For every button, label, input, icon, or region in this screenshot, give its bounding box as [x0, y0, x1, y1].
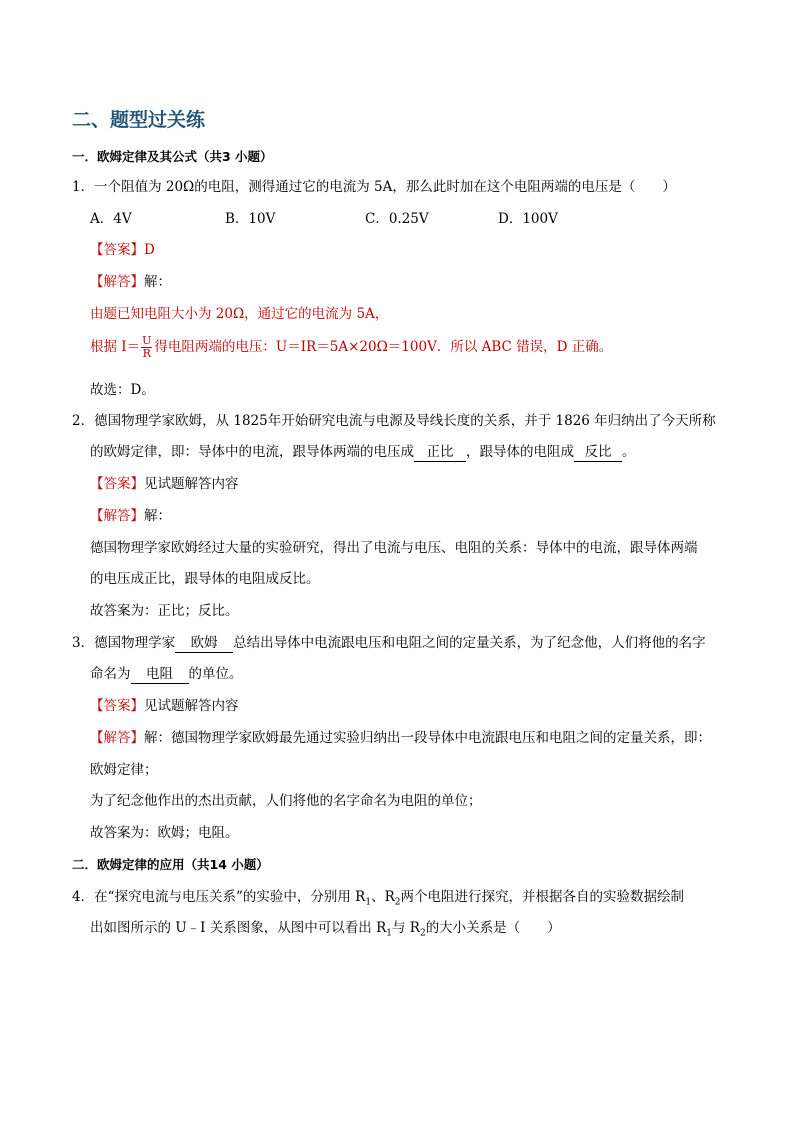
- analysis-1-conclusion: 故选：D。: [90, 382, 155, 398]
- option-c: C．0.25V: [365, 211, 429, 227]
- analysis-2-label: [90, 507, 171, 525]
- analysis-1-line-1: 由题已知电阻大小为 20Ω，通过它的电流为 5A，: [90, 306, 389, 322]
- question-4-text-b: 、R: [371, 889, 395, 905]
- option-d: D．100V: [498, 211, 558, 227]
- analysis-3-line-3: 为了纪念他作出的杰出贡献，人们将他的名字命名为电阻的单位；: [90, 793, 482, 809]
- blank-answer-2: 反比: [574, 443, 622, 462]
- formula-prefix: 根据 I＝: [90, 339, 141, 355]
- blank-answer-1: 正比: [414, 443, 466, 462]
- question-4-line-1: [72, 888, 684, 912]
- subscript: 1: [386, 928, 392, 939]
- answer-3: [90, 697, 239, 715]
- question-4-text-f: 的大小关系是（ ）: [425, 920, 561, 936]
- analysis-2-line-2: 的电压成正比，跟导体的电阻成反比。: [90, 571, 320, 587]
- blank-answer-2: 电阻: [131, 665, 189, 684]
- subscript: 2: [394, 897, 401, 908]
- option-b: B．10V: [225, 211, 276, 227]
- question-2-text-a: 的欧姆定律，即：导体中的电流，跟导体两端的电压成: [90, 444, 414, 460]
- question-3-line-2: [90, 665, 243, 684]
- blank-answer-1: 欧姆: [175, 634, 233, 653]
- subscript: 2: [419, 928, 426, 939]
- jie-text: 解：德国物理学家欧姆最先通过实验归纳出一段导体中电流跟电压和电阻之间的定量关系，即：: [144, 730, 711, 746]
- question-4-text-a: 4．在“探究电流与电压关系”的实验中，分别用 R: [72, 889, 366, 905]
- question-2-text-b: ，跟导体的电阻成: [466, 444, 574, 460]
- fraction-denominator: R: [142, 347, 151, 360]
- answer-value: 见试题解答内容: [144, 698, 239, 714]
- analysis-2-conclusion: 故答案为：正比；反比。: [90, 603, 239, 619]
- question-2-line-2: [90, 443, 636, 462]
- option-a: A．4V: [90, 211, 132, 227]
- answer-2: [90, 475, 239, 493]
- analysis-1-label: [90, 273, 171, 291]
- jieda-label: 【解答】: [90, 274, 144, 290]
- question-3-line-1: [72, 634, 706, 653]
- fraction-u-over-r: [141, 335, 152, 360]
- answer-value: 见试题解答内容: [144, 476, 239, 492]
- question-4-text-e: 与 R: [391, 920, 420, 936]
- answer-1: [90, 241, 155, 259]
- question-4-text-c: 两个电阻进行探究，并根据各自的实验数据绘制: [400, 889, 684, 905]
- question-2-text-c: 。: [622, 444, 636, 460]
- question-4-line-2: [90, 919, 561, 943]
- question-2-line-1: 2．德国物理学家欧姆，从 1825年开始研究电流与电源及导线长度的关系，并于 1826 年归纳出了今天所称: [72, 413, 716, 429]
- analysis-3-line-2: 欧姆定律；: [90, 762, 158, 778]
- analysis-3-line-1: [90, 729, 711, 747]
- fraction-numerator: U: [142, 334, 152, 347]
- question-3-text-d: 的单位。: [188, 666, 243, 682]
- jie-text: 解：: [144, 274, 171, 290]
- jie-text: 解：: [144, 508, 171, 524]
- page-title: 二、题型过关练: [72, 109, 206, 131]
- answer-label: 【答案】: [90, 242, 144, 258]
- subscript: 1: [365, 897, 372, 908]
- answer-value: D: [144, 242, 155, 258]
- formula-suffix: 得电阻两端的电压：U＝IR＝5A×20Ω＝100V．所以 ABC 错误，D 正确。: [154, 339, 613, 355]
- answer-label: 【答案】: [90, 476, 144, 492]
- question-3-text-a: 3．德国物理学家: [72, 635, 176, 651]
- question-1-stem: 1．一个阻值为 20Ω的电阻，测得通过它的电流为 5A，那么此时加在这个电阻两端的电压是（ ）: [72, 179, 676, 195]
- analysis-2-line-1: 德国物理学家欧姆经过大量的实验研究，得出了电流与电压、电阻的关系：导体中的电流，跟导体两端: [90, 540, 698, 556]
- jieda-label: 【解答】: [90, 730, 144, 746]
- analysis-3-conclusion: 故答案为：欧姆；电阻。: [90, 825, 239, 841]
- answer-label: 【答案】: [90, 698, 144, 714]
- question-3-text-b: 总结出导体中电流跟电压和电阻之间的定量关系，为了纪念他，人们将他的名字: [233, 635, 706, 651]
- question-4-text-d: 出如图所示的 U﹣I 关系图象，从图中可以看出 R: [90, 920, 387, 936]
- analysis-1-line-2: [90, 332, 612, 362]
- section-heading-2: 二．欧姆定律的应用（共14 小题）: [72, 857, 269, 872]
- question-3-text-c: 命名为: [90, 666, 131, 682]
- section-heading-1: 一．欧姆定律及其公式（共3 小题）: [72, 149, 273, 164]
- jieda-label: 【解答】: [90, 508, 144, 524]
